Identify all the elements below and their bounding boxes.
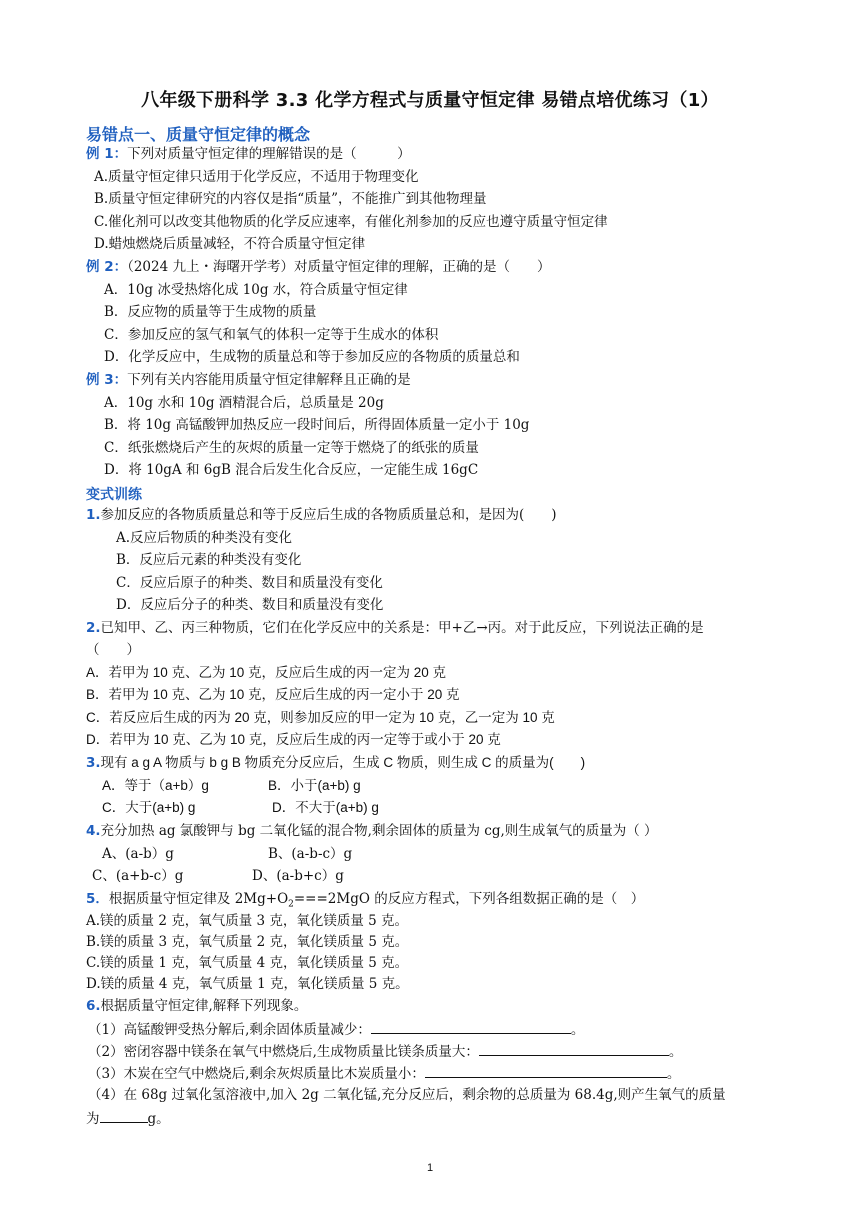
example-1-option-c: C.催化剂可以改变其他物质的化学反应速率，有催化剂参加的反应也遵守质量守恒定律: [94, 214, 608, 230]
question-6-item-4-continuation: 为 g。: [86, 1108, 170, 1128]
question-2-stem: 2.已知甲、乙、丙三种物质，它们在化学反应中的关系是：甲+乙→丙。对于此反应，下列说法正确的是: [86, 620, 704, 636]
question-4-option-c: C、(a+b-c）g: [92, 868, 184, 884]
example-1-option-b: B.质量守恒定律研究的内容仅是指“质量”，不能推广到其他物理量: [94, 191, 487, 207]
question-3-stem: 3.现有 a g A 物质与 b g B 物质充分反应后，生成 C 物质，则生成 C 的质量为( ): [86, 755, 586, 771]
question-1-number: 1.: [86, 507, 101, 523]
question-6-stem: 6.根据质量守恒定律,解释下列现象。: [86, 998, 308, 1014]
question-5-number: 5．: [86, 891, 109, 907]
page-title: 八年级下册科学 3.3 化学方程式与质量守恒定律 易错点培优练习（1）: [141, 90, 719, 111]
example-3-stem: 例 3：下列有关内容能用质量守恒定律解释且正确的是: [86, 372, 411, 388]
question-3-number: 3.: [86, 755, 101, 771]
example-2-label: 例 2：: [86, 259, 128, 275]
example-1-stem: 例 1：下列对质量守恒定律的理解错误的是（ ）: [86, 146, 411, 162]
example-1-option-d: D.蜡烛燃烧后质量减轻，不符合质量守恒定律: [94, 236, 366, 252]
question-6-number: 6.: [86, 998, 101, 1014]
answer-blank-4[interactable]: [100, 1108, 148, 1123]
question-5-option-d: D.镁的质量 4 克，氧气质量 1 克，氧化镁质量 5 克。: [86, 976, 409, 992]
question-5-option-b: B.镁的质量 3 克，氧气质量 2 克，氧化镁质量 5 克。: [86, 934, 409, 950]
question-4-option-b: B、(a-b-c）g: [268, 846, 353, 862]
question-5-stem: 5．根据质量守恒定律及 $2Mg+O_2===2MgO$ 的反应方程式，下列各组数据正确的是（ ）: [86, 891, 645, 910]
question-5-option-c: C.镁的质量 1 克，氧气质量 4 克，氧化镁质量 5 克。: [86, 955, 409, 971]
question-6-item-4: （4）在 68g 过氧化氢溶液中,加入 2g 二氧化锰,充分反应后，剩余物的总质量为 68.4g,则产生氧气的质量: [88, 1087, 726, 1103]
oxygen-subscript: 2: [288, 899, 294, 910]
question-1-option-c: C．反应后原子的种类、数目和质量没有变化: [116, 575, 383, 591]
question-3-option-b: B．小于(a+b) g: [268, 778, 361, 793]
question-1-option-b: B．反应后元素的种类没有变化: [116, 552, 302, 568]
example-2-option-d: D．化学反应中，生成物的质量总和等于参加反应的各物质的质量总和: [104, 349, 520, 365]
example-2-option-c: C．参加反应的氢气和氧气的体积一定等于生成水的体积: [104, 327, 439, 343]
question-2-stem-continuation: （ ）: [86, 642, 140, 658]
question-3-option-a: A．等于（a+b）g: [102, 778, 209, 793]
answer-blank-3[interactable]: [425, 1063, 667, 1078]
example-2-option-a: A．10g 冰受热熔化成 10g 水，符合质量守恒定律: [104, 282, 408, 298]
question-6-item-2: （2）密闭容器中镁条在氧气中燃烧后,生成物质量比镁条质量大： 。: [88, 1041, 682, 1061]
answer-blank-2[interactable]: [479, 1041, 669, 1056]
example-2-stem: 例 2：（2024 九上・海曙开学考）对质量守恒定律的理解，正确的是（ ）: [86, 259, 551, 275]
question-2-number: 2.: [86, 620, 101, 636]
question-2-option-a: A．若甲为 10 克、乙为 10 克，反应后生成的丙一定为 20 克: [86, 665, 447, 680]
example-3-option-a: A．10g 水和 10g 酒精混合后，总质量是 20g: [104, 395, 384, 411]
question-4-number: 4.: [86, 823, 101, 839]
question-4-option-d: D、(a-b+c）g: [252, 868, 344, 884]
question-5-option-a: A.镁的质量 2 克，氧气质量 3 克，氧化镁质量 5 克。: [86, 913, 409, 929]
question-4-stem: 4.充分加热 ag 氯酸钾与 bg 二氧化锰的混合物,剩余固体的质量为 cg,则生成氧气的质量为（ ）: [86, 823, 658, 839]
example-3-option-d: D．将 10gA 和 6gB 混合后发生化合反应，一定能生成 16gC: [104, 462, 479, 478]
question-2-option-b: B．若甲为 10 克、乙为 10 克，反应后生成的丙一定小于 20 克: [86, 687, 460, 702]
example-3-option-c: C．纸张燃烧后产生的灰烬的质量一定等于燃烧了的纸张的质量: [104, 440, 479, 456]
answer-blank-1[interactable]: [371, 1019, 571, 1034]
question-3-option-c: C．大于(a+b) g: [102, 800, 196, 815]
question-1-stem: 1.参加反应的各物质质量总和等于反应后生成的各物质质量总和，是因为( ): [86, 507, 557, 523]
question-3-option-d: D．不大于(a+b) g: [272, 800, 379, 815]
question-1-option-d: D．反应后分子的种类、数目和质量没有变化: [116, 597, 384, 613]
page-number: 1: [426, 1162, 434, 1174]
example-2-option-b: B．反应物的质量等于生成物的质量: [104, 304, 317, 320]
example-1-label: 例 1：: [86, 146, 128, 162]
question-2-option-c: C．若反应后生成的丙为 20 克，则参加反应的甲一定为 10 克，乙一定为 10 克: [86, 710, 555, 725]
example-3-label: 例 3：: [86, 372, 128, 388]
example-1-option-a: A.质量守恒定律只适用于化学反应，不适用于物理变化: [94, 169, 419, 185]
question-6-item-1: （1）高锰酸钾受热分解后,剩余固体质量减少： 。: [88, 1019, 584, 1039]
section-heading-concept: 易错点一、质量守恒定律的概念: [86, 125, 311, 144]
question-4-option-a: A、(a-b）g: [102, 846, 174, 862]
section-heading-variants: 变式训练: [86, 487, 142, 503]
example-3-option-b: B．将 10g 高锰酸钾加热反应一段时间后，所得固体质量一定小于 10g: [104, 417, 530, 433]
question-6-item-3: （3）木炭在空气中燃烧后,剩余灰烬质量比木炭质量小： 。: [88, 1063, 680, 1083]
question-1-option-a: A.反应后物质的种类没有变化: [116, 530, 293, 546]
question-2-option-d: D．若甲为 10 克、乙为 10 克，反应后生成的丙一定等于或小于 20 克: [86, 732, 501, 747]
